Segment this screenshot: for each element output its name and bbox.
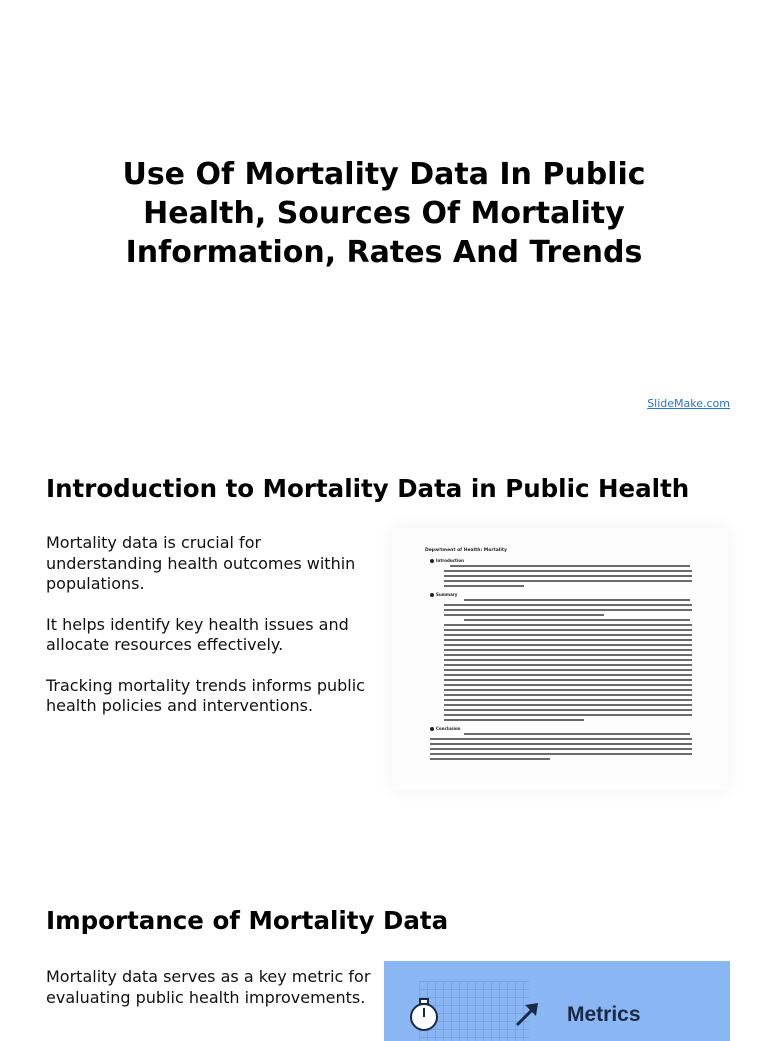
document-section-label: Introduction xyxy=(436,558,464,563)
text-line xyxy=(464,619,690,621)
text-line xyxy=(444,624,692,626)
text-line xyxy=(464,733,690,735)
text-line xyxy=(444,714,692,716)
text-line xyxy=(444,719,584,721)
text-line xyxy=(444,704,692,706)
document-section-label: Conclusion xyxy=(436,726,461,731)
text-line xyxy=(444,664,692,666)
text-line xyxy=(430,753,692,755)
intro-slide xyxy=(0,432,768,864)
presentation-title xyxy=(60,155,708,272)
text-line xyxy=(444,629,692,631)
slide-heading: Introduction to Mortality Data in Public Health xyxy=(46,474,690,503)
text-line xyxy=(444,679,692,681)
text-line xyxy=(444,634,692,636)
text-line xyxy=(444,580,692,582)
text-line xyxy=(444,575,692,577)
bullet-item: It helps identify key health issues and allocate resources effectively. xyxy=(46,614,349,654)
metrics-image xyxy=(384,961,730,1041)
text-line xyxy=(444,585,524,587)
text-line xyxy=(444,609,692,611)
title-line: Information, Rates And Trends xyxy=(125,235,643,270)
slide-heading: Importance of Mortality Data xyxy=(46,906,449,935)
bullet-list xyxy=(46,967,381,1028)
text-line xyxy=(444,644,692,646)
bullet-dot-icon xyxy=(430,593,434,597)
stopwatch-icon xyxy=(404,993,444,1033)
text-line xyxy=(444,604,692,606)
text-line xyxy=(444,669,692,671)
bullet-dot-icon xyxy=(430,727,434,731)
text-line xyxy=(430,748,692,750)
mortality-document-image xyxy=(392,528,728,790)
text-line xyxy=(450,565,690,567)
bullet-item: Tracking mortality trends informs public health policies and interventions. xyxy=(46,675,365,715)
arrow-up-right-icon xyxy=(512,999,542,1029)
text-line xyxy=(444,674,692,676)
bullet-list xyxy=(46,533,381,737)
text-line xyxy=(444,709,692,711)
text-line xyxy=(444,614,604,616)
document-section-label: Summary xyxy=(436,592,458,597)
text-line xyxy=(464,599,690,601)
text-line xyxy=(444,654,692,656)
text-line xyxy=(444,699,692,701)
slidemake-credit-link[interactable]: SlideMake.com xyxy=(647,397,730,410)
title-line: Health, Sources Of Mortality xyxy=(143,196,625,231)
bullet-dot-icon xyxy=(430,559,434,563)
text-line xyxy=(444,639,692,641)
text-line xyxy=(444,689,692,691)
title-slide xyxy=(0,0,768,432)
text-line xyxy=(444,659,692,661)
metrics-label: Metrics xyxy=(567,1003,641,1026)
text-line xyxy=(444,649,692,651)
bullet-item: Mortality data serves as a key metric for evaluating public health improvements. xyxy=(46,967,371,1007)
title-line: Use Of Mortality Data In Public xyxy=(122,157,646,192)
text-line xyxy=(430,758,550,760)
text-line xyxy=(430,743,692,745)
text-line xyxy=(444,570,692,572)
document-title: Department of Health: Mortality xyxy=(425,548,507,553)
importance-slide xyxy=(0,864,768,1024)
text-line xyxy=(430,738,692,740)
bullet-item: Mortality data is crucial for understanding health outcomes within populations. xyxy=(46,533,356,593)
text-line xyxy=(444,694,692,696)
text-line xyxy=(444,684,692,686)
